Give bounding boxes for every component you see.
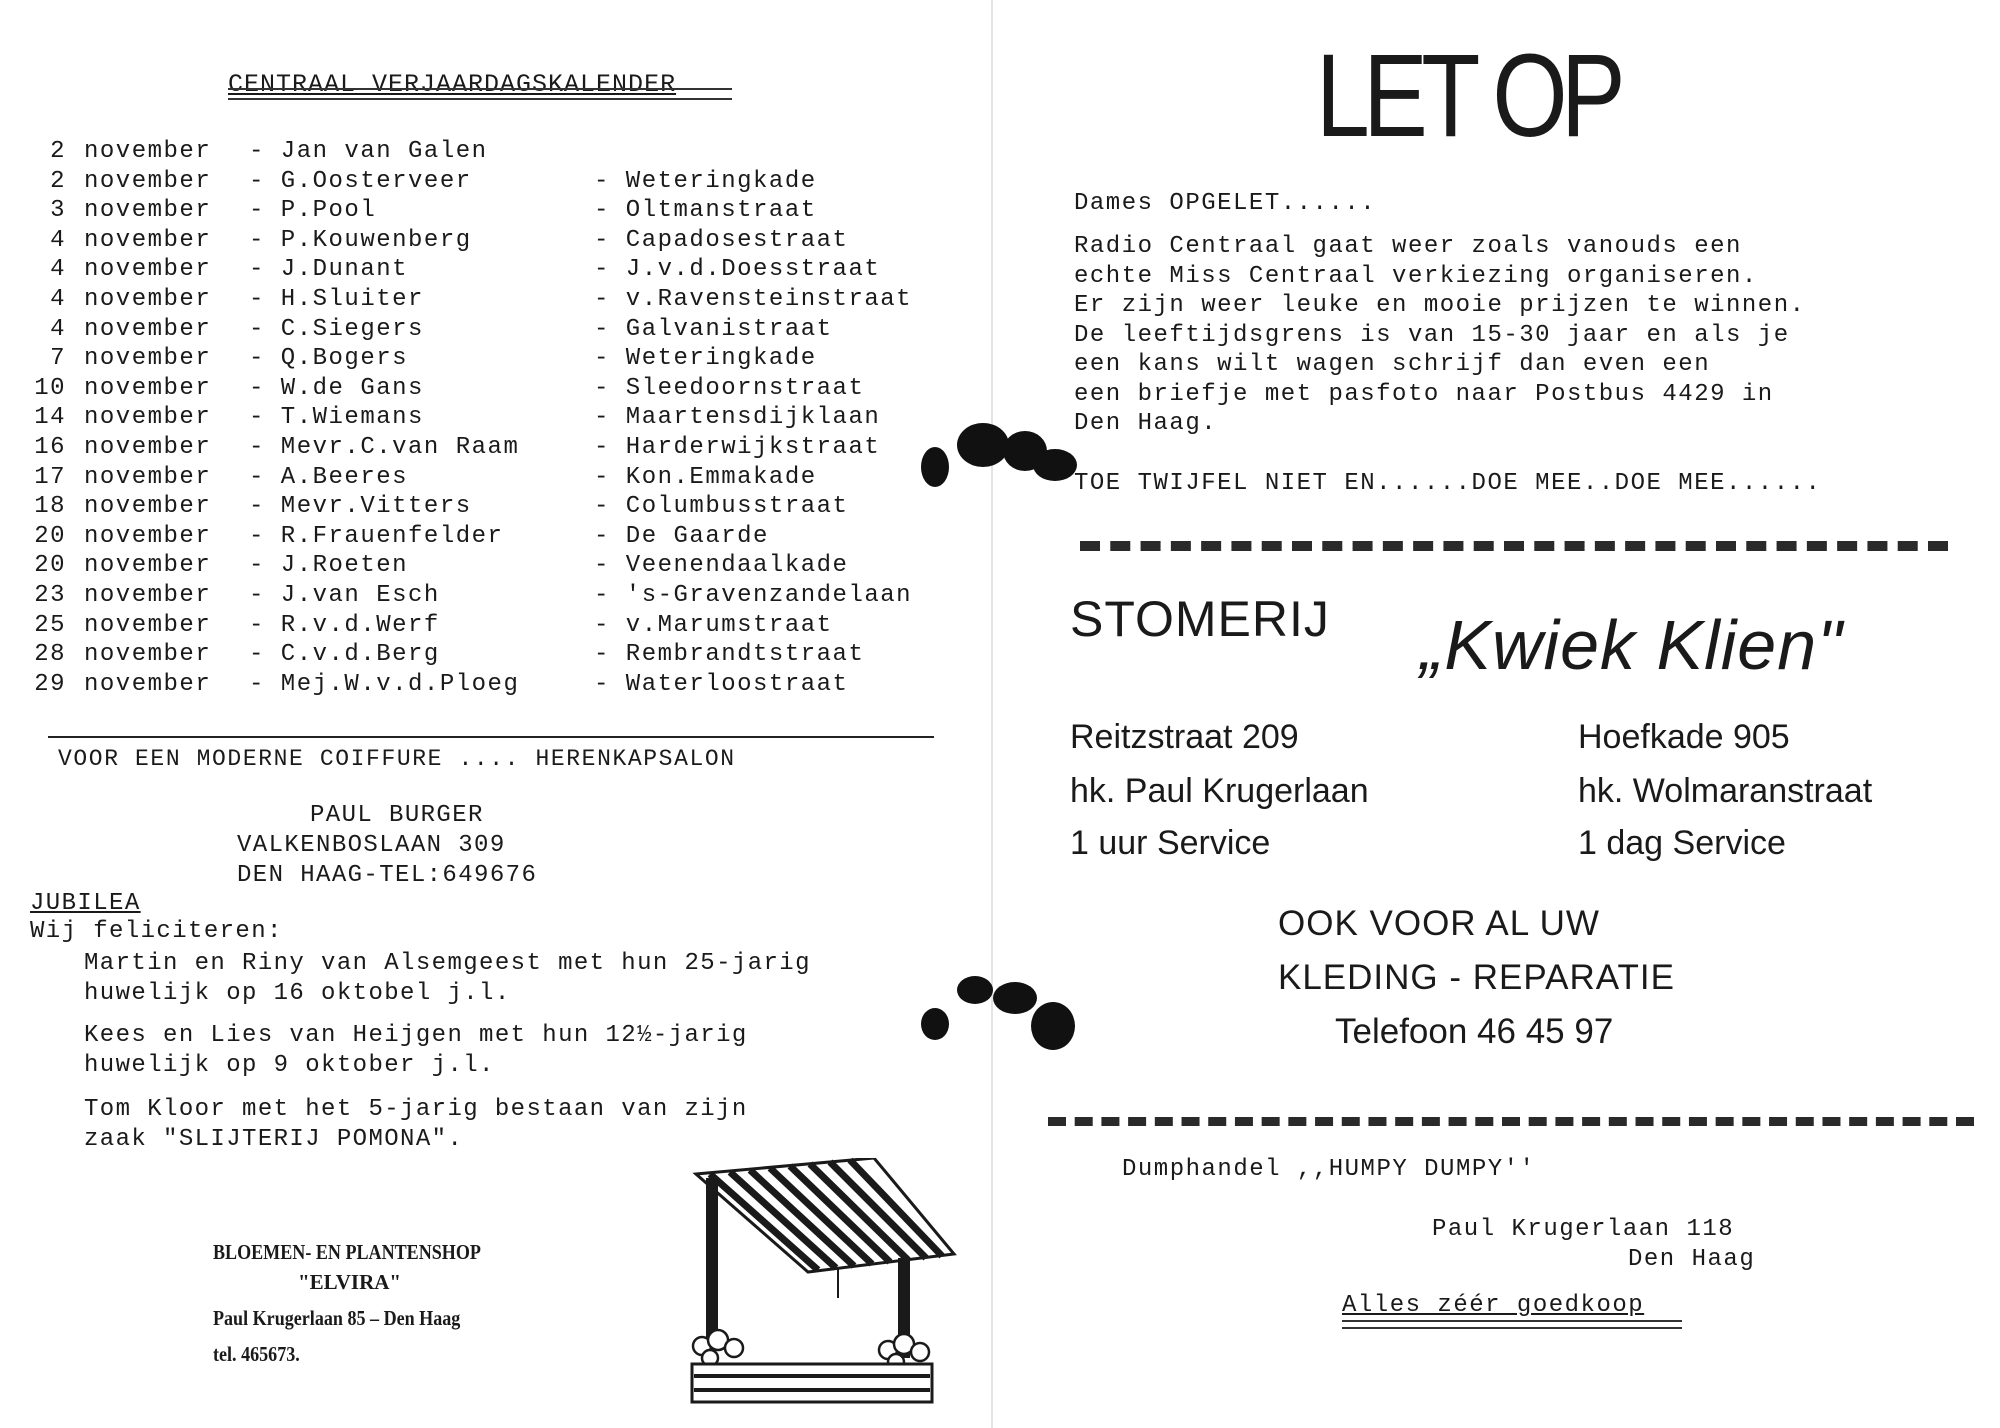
birthday-month: november xyxy=(84,522,212,550)
birthday-street: - Kon.Emmakade xyxy=(594,463,817,491)
birthday-street: - Columbusstraat xyxy=(594,493,849,521)
birthday-day: 20 xyxy=(34,552,66,580)
calendar-title: CENTRAAL VERJAARDAGSKALENDER xyxy=(228,70,677,99)
salon-city-tel: DEN HAAG-TEL:649676 xyxy=(237,862,538,889)
repair-line-2: KLEDING - REPARATIE xyxy=(1278,958,1675,997)
flower-shop-name: BLOEMEN- EN PLANTENSHOP xyxy=(213,1240,481,1264)
birthday-name: - Mej.W.v.d.Ploeg xyxy=(249,670,520,698)
birthday-name: - Mevr.C.van Raam xyxy=(249,433,520,461)
birthday-name: - J.van Esch xyxy=(249,581,440,609)
notice-line-4: De leeftijdsgrens is van 15-30 jaar en als je xyxy=(1074,322,1790,349)
jubilea-item-2-line-2: huwelijk op 9 oktober j.l. xyxy=(84,1052,495,1079)
flower-shop-address: Paul Krugerlaan 85 – Den Haag xyxy=(213,1306,461,1330)
birthday-row xyxy=(28,227,988,257)
dashed-divider-upper xyxy=(1080,541,1948,551)
birthday-name: - R.v.d.Werf xyxy=(249,611,440,639)
birthday-month: november xyxy=(84,433,212,461)
notice-line-3: Er zijn weer leuke en mooie prijzen te winnen. xyxy=(1074,292,1806,319)
birthday-name: - G.Oosterveer xyxy=(249,167,472,195)
birthday-month: november xyxy=(84,256,212,284)
title-double-underline xyxy=(228,88,732,100)
birthday-row xyxy=(28,671,988,701)
birthday-day: 2 xyxy=(50,167,66,195)
birthday-row xyxy=(28,493,988,523)
birthday-street: - Rembrandtstraat xyxy=(594,641,865,669)
birthday-row xyxy=(28,197,988,227)
birthday-name: - J.Dunant xyxy=(249,256,409,284)
birthday-name: - P.Kouwenberg xyxy=(249,226,472,254)
birthday-name: - H.Sluiter xyxy=(249,285,424,313)
birthday-street: - De Gaarde xyxy=(594,522,769,550)
birthday-name: - W.de Gans xyxy=(249,374,424,402)
birthday-row xyxy=(28,375,988,405)
birthday-street: - Maartensdijklaan xyxy=(594,404,881,432)
dashed-divider-lower xyxy=(1048,1117,1974,1126)
notice-heading: Dames OPGELET...... xyxy=(1074,190,1377,217)
birthday-row xyxy=(28,523,988,553)
birthday-name: - R.Frauenfelder xyxy=(249,522,504,550)
section-divider xyxy=(48,736,934,738)
birthday-row xyxy=(28,641,988,671)
birthday-day: 23 xyxy=(34,581,66,609)
notice-line-7: Den Haag. xyxy=(1074,410,1218,437)
notice-line-1: Radio Centraal gaat weer zoals vanouds een xyxy=(1074,233,1742,260)
branch-1-street: Reitzstraat 209 xyxy=(1070,718,1299,756)
notice-line-2: echte Miss Centraal verkiezing organiseren. xyxy=(1074,263,1758,290)
dumphandel-city: Den Haag xyxy=(1628,1246,1756,1273)
birthday-street: - J.v.d.Doesstraat xyxy=(594,256,881,284)
birthday-street: - Weteringkade xyxy=(594,345,817,373)
birthday-street: - Galvanistraat xyxy=(594,315,833,343)
birthday-month: november xyxy=(84,138,212,165)
repair-line-1: OOK VOOR AL UW xyxy=(1278,904,1600,943)
birthday-day: 10 xyxy=(34,374,66,402)
wishing-well-illustration xyxy=(688,1158,958,1406)
birthday-month: november xyxy=(84,315,212,343)
stomerij-name: „Kwiek Klien" xyxy=(1420,606,1843,684)
birthday-street: - Harderwijkstraat xyxy=(594,433,881,461)
birthday-name: - J.Roeten xyxy=(249,552,409,580)
birthday-name: - Mevr.Vitters xyxy=(249,493,472,521)
flower-shop-quoted-name: "ELVIRA" xyxy=(298,1270,402,1294)
birthday-day: 7 xyxy=(50,345,66,373)
birthday-street: - 's-Gravenzandelaan xyxy=(594,581,913,609)
slogan-double-underline xyxy=(1342,1320,1682,1329)
birthday-street: - Capadosestraat xyxy=(594,226,849,254)
branch-2-street: Hoefkade 905 xyxy=(1578,718,1790,756)
birthday-row xyxy=(28,256,988,286)
branch-1-service: 1 uur Service xyxy=(1070,824,1271,862)
birthday-month: november xyxy=(84,197,212,225)
birthday-street: - Waterloostraat xyxy=(594,670,849,698)
jubilea-title: JUBILEA xyxy=(30,890,141,917)
birthday-row xyxy=(28,286,988,316)
jubilea-item-2-line-1: Kees en Lies van Heijgen met hun 12½-jarig xyxy=(84,1022,748,1049)
birthday-month: november xyxy=(84,374,212,402)
birthday-day: 3 xyxy=(50,197,66,225)
let-op-headline: LET OP xyxy=(1316,30,1620,162)
birthday-day: 4 xyxy=(50,285,66,313)
birthday-street: - v.Ravensteinstraat xyxy=(594,285,913,313)
jubilea-item-3-line-1: Tom Kloor met het 5-jarig bestaan van zijn xyxy=(84,1096,748,1123)
birthday-street: - Weteringkade xyxy=(594,167,817,195)
birthday-month: november xyxy=(84,552,212,580)
jubilea-item-3-line-2: zaak "SLIJTERIJ POMONA". xyxy=(84,1126,464,1153)
birthday-name: - Jan van Galen xyxy=(249,138,488,165)
birthday-day: 16 xyxy=(34,433,66,461)
ink-blot-lower xyxy=(915,972,1095,1062)
birthday-row xyxy=(28,464,988,494)
birthday-street: - Sleedoornstraat xyxy=(594,374,865,402)
birthday-name: - P.Pool xyxy=(249,197,377,225)
jubilea-intro: Wij feliciteren: xyxy=(30,918,283,945)
birthday-month: november xyxy=(84,493,212,521)
stomerij-label: STOMERIJ xyxy=(1070,591,1330,647)
dumphandel-slogan: Alles zéér goedkoop xyxy=(1342,1292,1645,1319)
birthday-row xyxy=(28,316,988,346)
flower-shop-tel: tel. 465673. xyxy=(213,1342,300,1366)
birthday-day: 4 xyxy=(50,256,66,284)
birthday-day: 2 xyxy=(50,138,66,165)
birthday-month: november xyxy=(84,404,212,432)
birthday-day: 25 xyxy=(34,611,66,639)
birthday-day: 28 xyxy=(34,641,66,669)
birthday-month: november xyxy=(84,611,212,639)
jubilea-item-1-line-2: huwelijk op 16 oktobel j.l. xyxy=(84,980,511,1007)
dumphandel-name: Dumphandel ,,HUMPY DUMPY'' xyxy=(1122,1156,1536,1183)
birthday-day: 4 xyxy=(50,315,66,343)
birthday-street: - Oltmanstraat xyxy=(594,197,817,225)
birthday-name: - T.Wiemans xyxy=(249,404,424,432)
birthday-month: november xyxy=(84,167,212,195)
birthday-street xyxy=(594,138,974,168)
birthday-row xyxy=(28,434,988,464)
birthday-row xyxy=(28,552,988,582)
birthday-day: 14 xyxy=(34,404,66,432)
jubilea-item-1-line-1: Martin en Riny van Alsemgeest met hun 25-jarig xyxy=(84,950,811,977)
birthday-day: 20 xyxy=(34,522,66,550)
branch-1-corner: hk. Paul Krugerlaan xyxy=(1070,772,1369,810)
salon-name: PAUL BURGER xyxy=(310,802,484,829)
page-fold xyxy=(991,0,993,1428)
birthday-name: - Q.Bogers xyxy=(249,345,409,373)
notice-line-5: een kans wilt wagen schrijf dan even een xyxy=(1074,351,1711,378)
ink-blot-upper xyxy=(915,415,1095,505)
birthday-row xyxy=(28,612,988,642)
birthday-month: november xyxy=(84,226,212,254)
birthday-month: november xyxy=(84,670,212,698)
birthday-day: 29 xyxy=(34,670,66,698)
birthday-month: november xyxy=(84,345,212,373)
branch-2-corner: hk. Wolmaranstraat xyxy=(1578,772,1873,810)
birthday-month: november xyxy=(84,641,212,669)
branch-2-service: 1 dag Service xyxy=(1578,824,1786,862)
birthday-row xyxy=(28,345,988,375)
birthday-street: - v.Marumstraat xyxy=(594,611,833,639)
birthday-row xyxy=(28,138,988,168)
birthday-month: november xyxy=(84,463,212,491)
birthday-row xyxy=(28,582,988,612)
notice-line-6: een briefje met pasfoto naar Postbus 4429 in xyxy=(1074,381,1774,408)
salon-address: VALKENBOSLAAN 309 xyxy=(237,832,506,859)
birthday-row xyxy=(28,404,988,434)
birthday-street: - Veenendaalkade xyxy=(594,552,849,580)
birthday-day: 4 xyxy=(50,226,66,254)
stomerij-phone: Telefoon 46 45 97 xyxy=(1335,1012,1614,1051)
dumphandel-address: Paul Krugerlaan 118 xyxy=(1432,1216,1735,1243)
birthday-list xyxy=(28,138,988,700)
birthday-month: november xyxy=(84,285,212,313)
coiffure-headline: VOOR EEN MODERNE COIFFURE .... HERENKAPSALON xyxy=(58,746,736,772)
birthday-name: - C.Siegers xyxy=(249,315,424,343)
birthday-day: 18 xyxy=(34,493,66,521)
birthday-name: - C.v.d.Berg xyxy=(249,641,440,669)
birthday-day: 17 xyxy=(34,463,66,491)
birthday-month: november xyxy=(84,581,212,609)
notice-closing: TOE TWIJFEL NIET EN......DOE MEE..DOE MEE...... xyxy=(1074,470,1822,497)
birthday-name: - A.Beeres xyxy=(249,463,409,491)
birthday-row xyxy=(28,168,988,198)
